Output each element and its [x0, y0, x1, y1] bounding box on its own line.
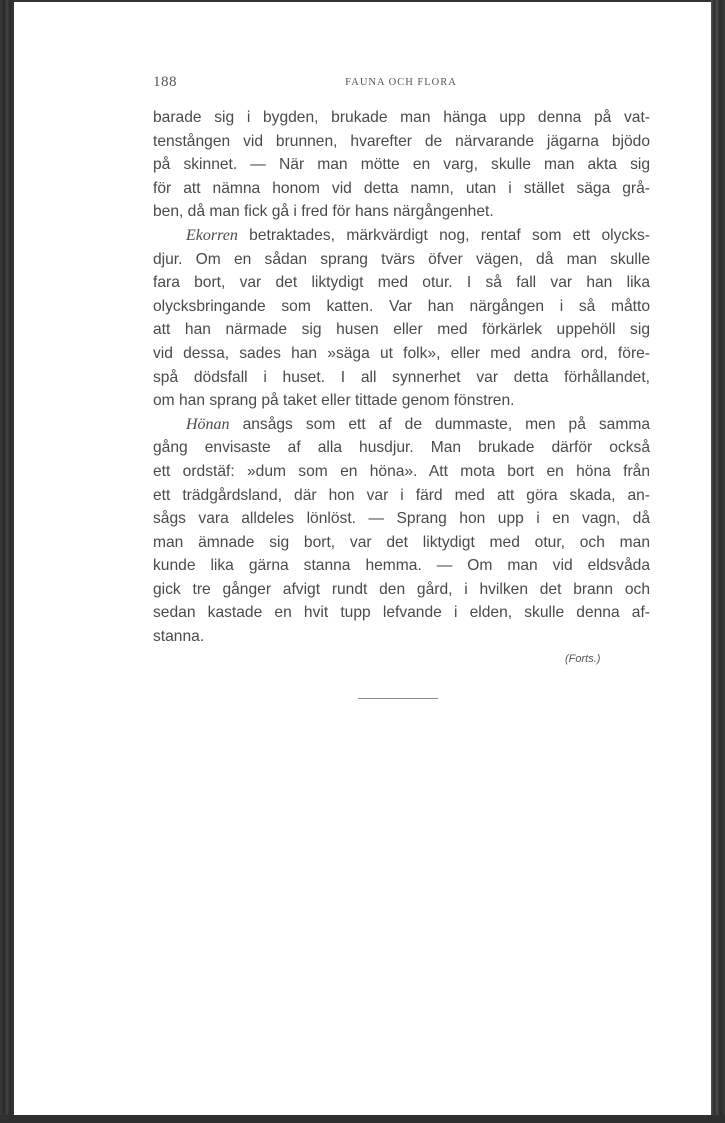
text-line: djur. Om en sådan sprang tvärs öfver vägen, då man skulle [153, 250, 650, 268]
text-line: på skinnet. — När man mötte en varg, skulle man akta sig [153, 156, 650, 174]
text-line: barade sig i bygden, brukade man hänga upp denna på vat- [153, 109, 650, 126]
text-line-rest: betraktades, märkvärdigt nog, rentaf som ett olycks- [237, 226, 650, 244]
section-end-rule [358, 698, 438, 699]
text-line: ett trädgårdsland, där hon var i färd med att göra skada, an- [153, 486, 650, 504]
text-line: gick tre gånger afvigt rundt den gård, i hvilken det brann och [153, 580, 650, 598]
text-line: för att nämna honom vid detta namn, utan i stället säga grå- [153, 179, 650, 197]
text-line: om han sprang på taket eller tittade genom fönstren. [153, 392, 515, 410]
paragraph-honan [153, 413, 650, 649]
text-line: gång envisaste af alla husdjur. Man brukade därför också [153, 439, 650, 457]
text-line: olycksbringande som katten. Var han närgången i så måtto [153, 297, 650, 315]
text-line: tenstången vid brunnen, hvarefter de närvarande jägarna bjödo [153, 132, 650, 150]
paragraph-ekorren [153, 224, 650, 413]
text-line [153, 224, 650, 248]
scanner-frame-right [711, 0, 725, 1123]
running-head [153, 74, 649, 94]
text-line-rest: ansågs som ett af de dummaste, men på samma [229, 415, 650, 433]
text-line: vid dessa, sades han »säga ut folk», eller med andra ord, före- [153, 344, 650, 362]
text-line: spå dödsfall i huset. I all synnerhet var detta förhållandet, [153, 368, 650, 386]
text-line: ben, då man fick gå i fred för hans närgångenhet. [153, 203, 494, 221]
lead-word-honan: Hönan [186, 415, 230, 433]
continuation-note: (Forts.) [565, 653, 601, 665]
text-line: sågs vara alldeles lönlöst. — Sprang hon upp i en vagn, då [153, 510, 650, 528]
text-line: stanna. [153, 628, 205, 646]
body-text [153, 106, 650, 649]
text-line: fara bort, var det liktydigt med otur. I så fall var han lika [153, 274, 650, 292]
paragraph-varg [153, 106, 650, 224]
running-head-title: FAUNA OCH FLORA [345, 77, 457, 88]
text-line: sedan kastade en hvit tupp lefvande i elden, skulle denna af- [153, 604, 650, 622]
text-line: kunde lika gärna stanna hemma. — Om man vid eldsvåda [153, 557, 650, 575]
page-number: 188 [153, 74, 177, 90]
lead-word-ekorren: Ekorren [186, 226, 238, 244]
text-line: ett ordstäf: »dum som en höna». Att mota bort en höna från [153, 462, 650, 480]
text-line [153, 413, 650, 437]
text-line: man ämnade sig bort, var det liktydigt med otur, och man [153, 533, 650, 551]
scanner-frame-bottom [0, 1115, 725, 1123]
text-line: att han närmade sig husen eller med förkärlek uppehöll sig [153, 321, 650, 339]
